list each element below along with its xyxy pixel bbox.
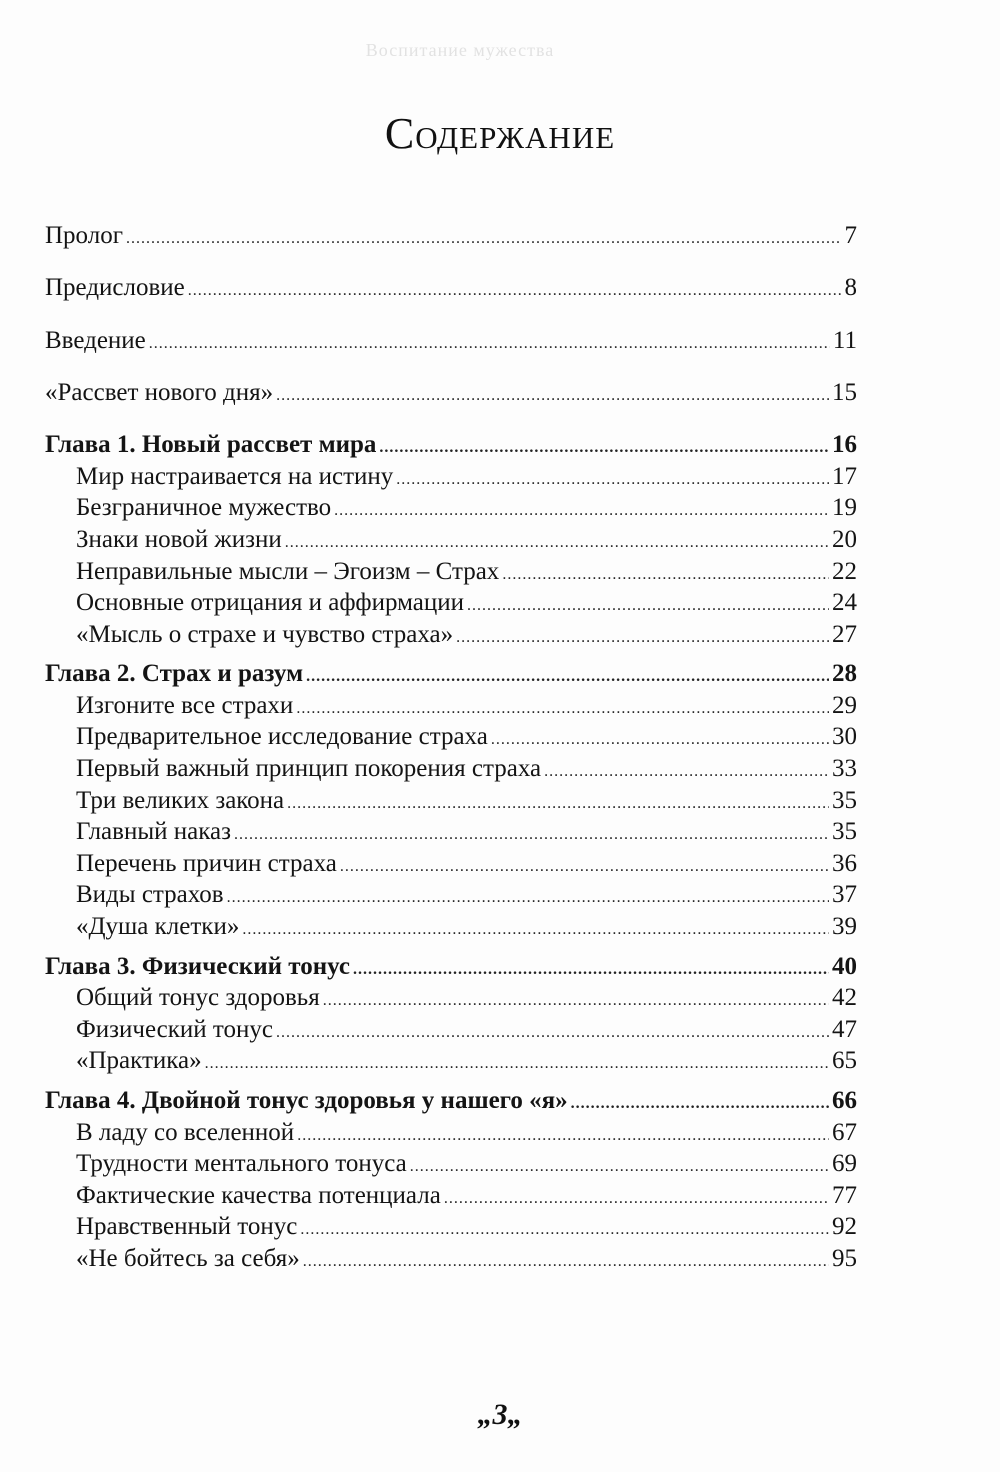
dot-leader xyxy=(544,758,829,787)
toc-section[interactable] xyxy=(45,1150,857,1182)
toc-chapter-2[interactable] xyxy=(45,660,857,692)
toc-entry-label: «Рассвет нового дня» xyxy=(45,378,274,406)
toc-section-label: Мир настраивается на истину xyxy=(76,462,394,490)
toc-section-page: 36 xyxy=(832,849,857,877)
toc-section[interactable] xyxy=(45,1047,857,1079)
toc-section[interactable] xyxy=(45,984,857,1016)
dot-leader xyxy=(491,726,829,755)
toc-section-page: 27 xyxy=(832,620,857,648)
toc-chapter-page: 66 xyxy=(832,1087,857,1114)
dot-leader xyxy=(149,330,830,359)
toc-section[interactable] xyxy=(45,1182,857,1214)
toc-entry-preface[interactable] xyxy=(45,274,857,306)
toc-section-label: Три великих закона xyxy=(76,786,285,814)
toc-section-page: 35 xyxy=(832,818,857,846)
toc-section-page: 20 xyxy=(832,525,857,553)
toc-chapter-label: Глава 3. Физический тонус xyxy=(45,952,350,980)
toc-section[interactable] xyxy=(45,755,857,787)
toc-chapter-4[interactable] xyxy=(45,1087,857,1119)
toc-entry-page: 7 xyxy=(844,222,857,249)
toc-section-label: Безграничное мужество xyxy=(76,494,332,522)
toc-section-page: 30 xyxy=(832,723,857,751)
toc-section[interactable] xyxy=(45,692,857,724)
dot-leader xyxy=(353,956,829,985)
toc-section[interactable] xyxy=(45,818,857,850)
toc-section-page: 33 xyxy=(832,755,857,783)
toc-entry-label: Введение xyxy=(45,326,146,354)
toc-entry-label: Пролог xyxy=(45,222,123,249)
toc-chapter-page: 16 xyxy=(832,431,857,459)
toc-section-page: 95 xyxy=(832,1244,857,1272)
toc-section-label: Главный наказ xyxy=(76,818,231,846)
dot-leader xyxy=(467,592,829,621)
toc-section-label: В ладу со вселенной xyxy=(76,1118,295,1146)
toc-section[interactable] xyxy=(45,1213,857,1245)
page-number: „3„ xyxy=(477,1398,523,1431)
dot-leader xyxy=(396,466,829,495)
dot-leader xyxy=(287,790,829,819)
toc-section-page: 22 xyxy=(832,557,857,585)
toc-chapter-page: 28 xyxy=(832,660,857,688)
toc-section-page: 69 xyxy=(832,1150,857,1178)
toc-section-page: 29 xyxy=(832,691,857,719)
toc-section[interactable] xyxy=(45,558,857,590)
dot-leader xyxy=(340,853,829,882)
toc-section[interactable] xyxy=(45,494,857,526)
toc-section-page: 24 xyxy=(832,589,857,617)
toc-entry-introduction[interactable] xyxy=(45,327,857,359)
running-head-bleedthrough: Воспитание мужества xyxy=(365,40,555,60)
toc-section-label: «Практика» xyxy=(76,1047,202,1075)
toc-chapter-label: Глава 4. Двойной тонус здоровья у нашего «я» xyxy=(45,1087,568,1114)
toc-section-label: Знаки новой жизни xyxy=(76,525,282,553)
toc-section[interactable] xyxy=(45,1245,857,1277)
toc-section-label: «Мысль о страхе и чувство страха» xyxy=(76,620,454,648)
dot-leader xyxy=(276,1019,829,1048)
toc-section-page: 37 xyxy=(832,881,857,909)
toc-section[interactable] xyxy=(45,1119,857,1151)
dot-leader xyxy=(296,695,829,724)
toc-section-page: 19 xyxy=(832,494,857,522)
toc-section-label: Предварительное исследование страха xyxy=(76,723,488,751)
toc-entry-page: 11 xyxy=(832,326,857,354)
dot-leader xyxy=(276,382,829,411)
dot-leader xyxy=(234,821,829,850)
toc-section-label: Первый важный принцип покорения страха xyxy=(76,755,542,783)
dot-leader xyxy=(297,1122,829,1151)
toc-section[interactable] xyxy=(45,463,857,495)
toc-section-label: «Душа клетки» xyxy=(76,913,240,941)
dot-leader xyxy=(227,884,829,913)
toc-chapter-label: Глава 2. Страх и разум xyxy=(45,660,304,688)
toc-section[interactable] xyxy=(45,723,857,755)
toc-section-label: Изгоните все страхи xyxy=(76,691,294,719)
toc-entry-prologue[interactable] xyxy=(45,222,857,254)
dot-leader xyxy=(285,529,829,558)
dot-leader xyxy=(323,987,829,1016)
dot-leader xyxy=(126,225,842,254)
toc-section-page: 92 xyxy=(832,1213,857,1241)
dot-leader xyxy=(502,561,829,590)
toc-section-label: Общий тонус здоровья xyxy=(76,984,320,1012)
toc-section-label: Нравственный тонус xyxy=(76,1213,298,1241)
toc-section-page: 67 xyxy=(832,1118,857,1146)
toc-section-page: 47 xyxy=(832,1015,857,1043)
dot-leader xyxy=(456,624,829,653)
toc-section-page: 39 xyxy=(832,913,857,941)
toc-entry-dawn-of-new-day[interactable] xyxy=(45,379,857,411)
toc-section-label: Трудности ментального тонуса xyxy=(76,1150,407,1178)
table-of-contents xyxy=(45,222,857,1277)
toc-section-label: Неправильные мысли – Эгоизм – Страх xyxy=(76,557,500,585)
dot-leader xyxy=(571,1090,829,1119)
toc-chapter-1[interactable] xyxy=(45,431,857,463)
toc-section-label: Виды страхов xyxy=(76,881,224,909)
toc-section[interactable] xyxy=(45,913,857,945)
toc-section-page: 35 xyxy=(832,786,857,814)
dot-leader xyxy=(334,497,829,526)
toc-chapter-3[interactable] xyxy=(45,953,857,985)
toc-chapter-page: 40 xyxy=(832,952,857,980)
dot-leader xyxy=(410,1153,829,1182)
toc-section-label: Физический тонус xyxy=(76,1015,273,1043)
dot-leader xyxy=(300,1216,829,1245)
dot-leader xyxy=(379,434,829,463)
dot-leader xyxy=(303,1248,829,1277)
dot-leader xyxy=(188,277,842,306)
toc-section[interactable] xyxy=(45,526,857,558)
toc-section-page: 42 xyxy=(832,984,857,1012)
toc-section-label: Основные отрицания и аффирмации xyxy=(76,589,464,617)
toc-section[interactable] xyxy=(45,621,857,653)
toc-entry-label: Предисловие xyxy=(45,274,185,302)
dot-leader xyxy=(306,663,829,692)
toc-section[interactable] xyxy=(45,1016,857,1048)
toc-section-label: «Не бойтесь за себя» xyxy=(76,1244,300,1272)
toc-section[interactable] xyxy=(45,881,857,913)
page-title: Содержание xyxy=(384,109,616,158)
toc-section-label: Фактические качества потенциала xyxy=(76,1181,441,1209)
toc-section[interactable] xyxy=(45,787,857,819)
dot-leader xyxy=(444,1185,829,1214)
toc-section-page: 17 xyxy=(832,462,857,490)
toc-section-page: 77 xyxy=(832,1181,857,1209)
dot-leader xyxy=(242,916,829,945)
dot-leader xyxy=(205,1050,829,1079)
toc-section-label: Перечень причин страха xyxy=(76,849,337,877)
toc-section-page: 65 xyxy=(832,1047,857,1075)
toc-section[interactable] xyxy=(45,589,857,621)
toc-entry-page: 15 xyxy=(832,378,857,406)
toc-entry-page: 8 xyxy=(844,274,857,302)
toc-chapter-label: Глава 1. Новый рассвет мира xyxy=(45,431,377,459)
toc-section[interactable] xyxy=(45,850,857,882)
